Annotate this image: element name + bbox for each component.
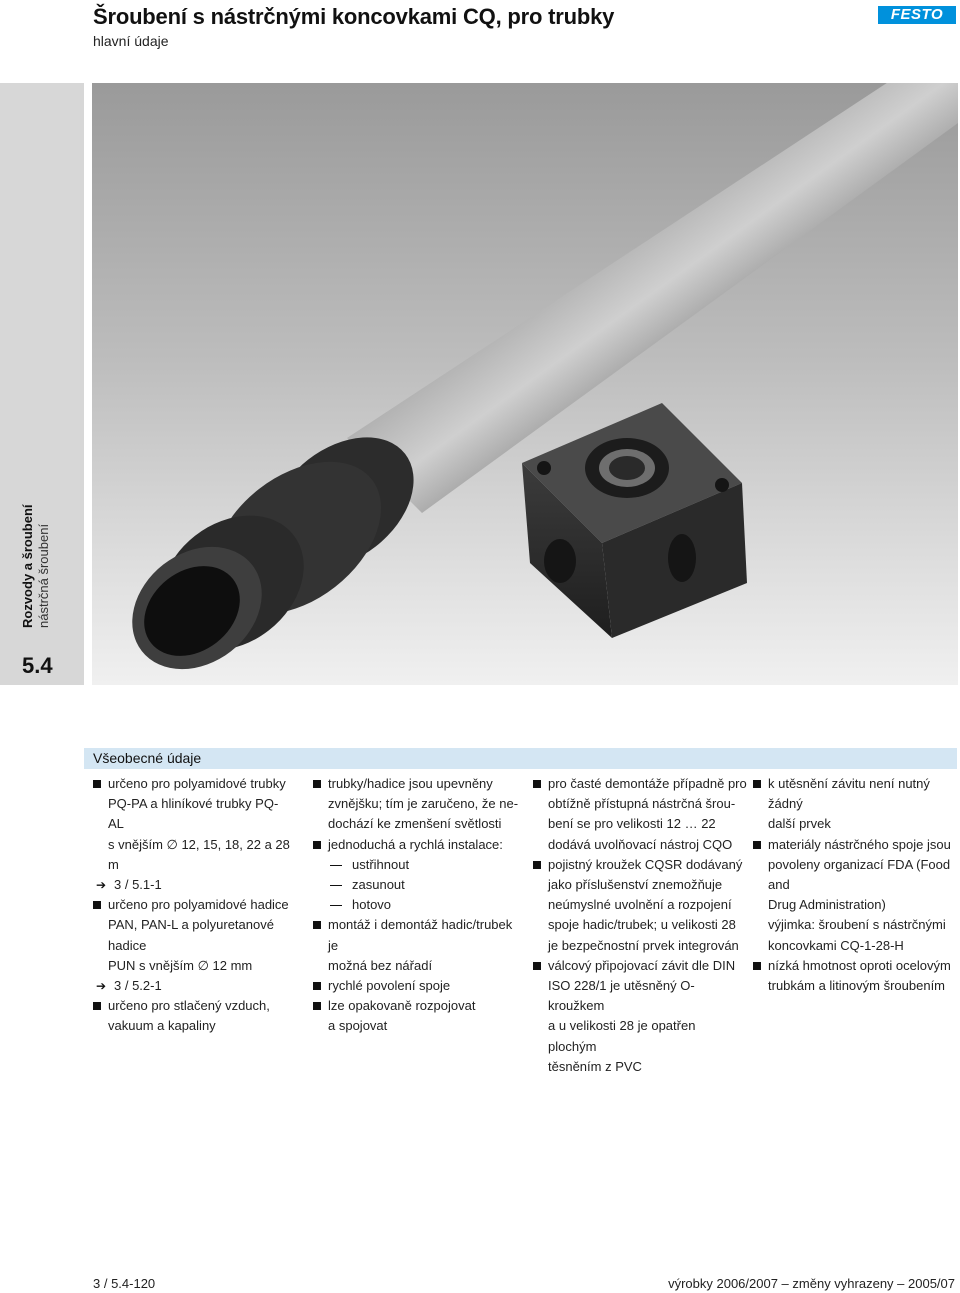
section-header: [84, 748, 957, 769]
feature-line: obtížně přístupná nástrčná šrou-: [548, 796, 736, 812]
feature-item: [312, 835, 522, 855]
reference-link[interactable]: [92, 976, 292, 996]
feature-item: [532, 855, 747, 956]
feature-line: a spojovat: [328, 1018, 388, 1034]
feature-line: těsněním z PVC: [548, 1058, 642, 1074]
feature-item: [312, 996, 522, 1036]
page-title: Šroubení s nástrčnými koncovkami CQ, pro trubky: [93, 4, 615, 29]
feature-item: [92, 774, 292, 875]
feature-line: možná bez nářadí: [328, 957, 433, 973]
feature-line: ➔ 3 / 5.2-1: [114, 978, 162, 994]
festo-logo: FESTO: [878, 6, 956, 24]
feature-column-2: [312, 774, 522, 1037]
product-photo: [92, 83, 958, 685]
section-title: Všeobecné údaje: [93, 750, 202, 766]
product-illustration: [92, 83, 958, 685]
feature-line: k utěsnění závitu není nutný žádný: [768, 776, 930, 812]
side-subsection-label: nástrčná šroubení: [36, 523, 51, 628]
page-number: 3 / 5.4-120: [93, 1276, 156, 1291]
feature-item: [752, 774, 958, 835]
feature-line: montáž i demontáž hadic/trubek je: [328, 917, 513, 953]
page-subtitle: hlavní údaje: [93, 33, 169, 49]
feature-item: [532, 956, 747, 1077]
feature-line: dodává uvolňovací nástroj CQO: [548, 836, 733, 852]
feature-line: dochází ke zmenšení světlosti: [328, 816, 502, 832]
feature-line: koncovkami CQ-1-28-H: [768, 937, 904, 953]
feature-item: [312, 774, 522, 835]
feature-line: ISO 228/1 je utěsněný O-kroužkem: [548, 978, 695, 1014]
feature-column-4: [752, 774, 958, 996]
feature-line: a u velikosti 28 je opatřen plochým: [548, 1018, 696, 1054]
feature-item: [312, 915, 522, 976]
feature-line: neúmyslné uvolnění a rozpojení: [548, 897, 732, 913]
chapter-number: 5.4: [22, 653, 53, 678]
reference-link[interactable]: [92, 875, 292, 895]
feature-line: Drug Administration): [768, 897, 886, 913]
feature-line: vakuum a kapaliny: [108, 1018, 216, 1034]
feature-line: jednoduchá a rychlá instalace:: [328, 836, 503, 852]
feature-line: bení se pro velikosti 12 … 22: [548, 816, 716, 832]
feature-line: výjimka: šroubení s nástrčnými: [768, 917, 946, 933]
side-section-label: Rozvody a šroubení: [20, 504, 35, 628]
feature-item: [312, 855, 522, 875]
feature-line: spoje hadic/trubek; u velikosti 28: [548, 917, 736, 933]
feature-line: je bezpečnostní prvek integrován: [548, 937, 739, 953]
feature-line: ustřihnout: [352, 856, 410, 872]
feature-item: [752, 956, 958, 996]
feature-line: určeno pro polyamidové hadice: [108, 897, 289, 913]
feature-line: PQ-PA a hliníkové trubky PQ-AL: [108, 796, 279, 832]
feature-line: s vnějším ∅ 12, 15, 18, 22 a 28 m: [108, 836, 290, 872]
feature-line: hotovo: [352, 897, 392, 913]
feature-line: trubkám a litinovým šroubením: [768, 978, 946, 994]
edition-note: výrobky 2006/2007 – změny vyhrazeny – 2005/07: [668, 1276, 955, 1291]
feature-line: určeno pro polyamidové trubky: [108, 776, 286, 791]
feature-line: materiály nástrčného spoje jsou: [768, 836, 951, 852]
side-tab-labels: [20, 504, 52, 628]
feature-line: PUN s vnějším ∅ 12 mm: [108, 957, 253, 973]
feature-item: [92, 996, 292, 1036]
feature-item: [92, 895, 292, 976]
feature-line: válcový připojovací závit dle DIN: [548, 957, 736, 973]
feature-line: jako příslušenství znemožňuje: [548, 877, 723, 893]
feature-line: rychlé povolení spoje: [328, 978, 451, 994]
feature-line: ➔ 3 / 5.1-1: [114, 877, 162, 893]
feature-line: určeno pro stlačený vzduch,: [108, 998, 270, 1014]
feature-line: nízká hmotnost oproti ocelovým: [768, 957, 951, 973]
feature-line: pro časté demontáže případně pro: [548, 776, 747, 791]
feature-item: [312, 875, 522, 895]
feature-line: další prvek: [768, 816, 831, 832]
feature-column-1: [92, 774, 292, 1037]
feature-item: [532, 774, 747, 855]
feature-line: povoleny organizací FDA (Food and: [768, 856, 951, 893]
feature-line: pojistný kroužek CQSR dodávaný: [548, 856, 743, 872]
feature-line: lze opakovaně rozpojovat: [328, 998, 476, 1014]
fitting-shape: [108, 410, 439, 685]
feature-item: [312, 895, 522, 915]
feature-column-3: [532, 774, 747, 1077]
feature-item: [312, 976, 522, 996]
feature-line: zasunout: [352, 877, 405, 893]
feature-line: PAN, PAN-L a polyuretanové hadice: [108, 917, 274, 953]
block-shape: [522, 403, 747, 638]
feature-line: trubky/hadice jsou upevněny: [328, 776, 493, 791]
feature-line: zvnějšku; tím je zaručeno, že ne-: [328, 796, 519, 812]
feature-item: [752, 835, 958, 956]
